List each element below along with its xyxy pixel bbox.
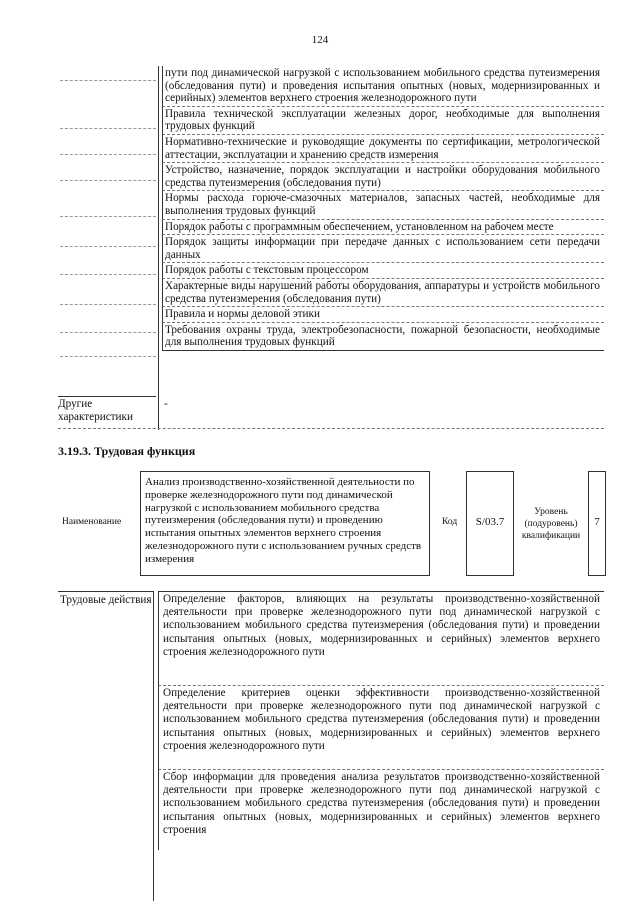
knowledge-row: Устройство, назначение, порядок эксплуатации и настройки оборудования мобильного средства путеизмерения (обследования пути) — [162, 163, 604, 191]
divider — [60, 80, 156, 81]
labor-action-row: Сбор информации для проведения анализа результатов производственно-хозяйственной деятельности при проверке железнодорожного пути под динамической нагрузкой с использованием мобильного средства путеизмерения (обследования пути) и проведении испытания опытных (новых, модернизированных и серийных) элементов верхнего строения — [158, 770, 604, 850]
divider — [60, 128, 156, 129]
divider — [58, 428, 604, 429]
function-name-label: Наименование — [62, 517, 122, 527]
knowledge-row: Требования охраны труда, электробезопасности, пожарной безопасности, необходимые для выполнения трудовых функций — [162, 323, 604, 351]
qualification-level-label: Уровень (подуровень) квалификации — [521, 507, 581, 541]
knowledge-row: Порядок работы с текстовым процессором — [162, 263, 604, 279]
knowledge-rows — [162, 66, 604, 351]
divider — [60, 356, 156, 357]
knowledge-row: Порядок работы с программным обеспечением, установленном на рабочем месте — [162, 220, 604, 236]
function-name-value: Анализ производственно-хозяйственной деятельности по проверке железнодорожного пути под динамической нагрузкой с использованием мобильного средства путеизмерения (обследования пути) и проведению испытания опытных элементов верхнего строения железнодорожного пути с использованием ручных средств измерения — [140, 471, 430, 576]
qualification-level-value: 7 — [588, 471, 606, 576]
function-code-value: S/03.7 — [466, 471, 514, 576]
divider — [60, 216, 156, 217]
labor-action-row: Определение факторов, влияющих на результаты производственно-хозяйственной деятельности при проверке железнодорожного пути под динамической нагрузкой с использованием мобильного средства путеизмерения (обследования пути) и проведении испытания опытных (новых, модернизированных и серийных) элементов верхнего строения железнодорожного пути — [158, 592, 604, 686]
divider — [60, 332, 156, 333]
knowledge-row: Правила и нормы деловой этики — [162, 307, 604, 323]
other-characteristics-label: Другие характеристики — [58, 396, 156, 424]
knowledge-row: Нормативно-технические и руководящие документы по сертификации, метрологической аттестации, эксплуатации и хранению средств измерения — [162, 135, 604, 163]
labor-actions-label: Трудовые действия — [58, 591, 154, 901]
divider — [60, 180, 156, 181]
function-code-label: Код — [442, 517, 458, 527]
knowledge-label-cell — [58, 66, 159, 430]
labor-actions-rows — [158, 591, 604, 850]
divider — [60, 274, 156, 275]
divider — [60, 154, 156, 155]
other-characteristics-value: - — [164, 398, 168, 410]
divider — [60, 304, 156, 305]
page-number: 124 — [311, 34, 329, 46]
knowledge-row: пути под динамической нагрузкой с использованием мобильного средства путеизмерения (обследования пути) и проведения испытания опытных (новых, модернизированных и серийных) элементов верхнего строения железнодорожного пути — [162, 66, 604, 107]
knowledge-row: Характерные виды нарушений работы оборудования, аппаратуры и устройств мобильного средства путеизмерения (обследования пути) — [162, 279, 604, 307]
knowledge-row: Порядок защиты информации при передаче данных с использованием сети передачи данных — [162, 235, 604, 263]
knowledge-row: Правила технической эксплуатации железных дорог, необходимые для выполнения трудовых функций — [162, 107, 604, 135]
knowledge-row: Нормы расхода горюче-смазочных материалов, запасных частей, необходимые для выполнения трудовых функций — [162, 191, 604, 219]
section-heading: 3.19.3. Трудовая функция — [58, 444, 196, 458]
labor-action-row: Определение критериев оценки эффективности производственно-хозяйственной деятельности при проверке железнодорожного пути под динамической нагрузкой с использованием мобильного средства путеизмерения (обследования пути) и проведении испытания опытных (новых, модернизированных и серийных) элементов верхнего строения железнодорожного пути — [158, 686, 604, 770]
divider — [60, 246, 156, 247]
